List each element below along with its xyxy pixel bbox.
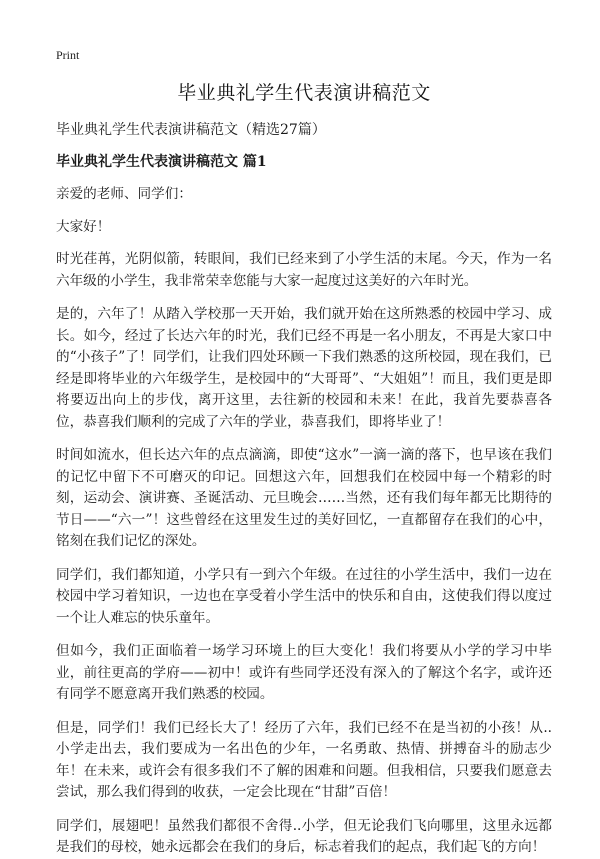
body-paragraph: 时光荏苒，光阴似箭，转眼间，我们已经来到了小学生活的末尾。今天，作为一名六年级的小学生，我非常荣幸您能与大家一起度过这美好的六年时光。 — [56, 251, 552, 289]
body-paragraph: 同学们，我们都知道，小学只有一到六个年级。在过往的小学生活中，我们一边在校园中学习着知识，一边也在享受着小学生活中的快乐和自由，这使我们得以度过一个让人难忘的快乐童年。 — [56, 566, 552, 626]
body-paragraph: 但是，同学们！我们已经长大了！经历了六年，我们已经不在是当初的小孩！从..小学走出去，我们要成为一名出色的少年，一名勇敢、热情、拼搏奋斗的励志少年！在未来，或许会有很多我们不了解的困难和问题。但我相信，只要我们愿意去尝试，那么我们得到的收获，一定会比现在“甘甜”百倍！ — [56, 719, 552, 800]
body-paragraph: 但如今，我们正面临着一场学习环境上的巨大变化！我们将要从小学的学习中毕业，前往更高的学府——初中！或许有些同学还没有深入的了解这个名字，或许还有同学不愿意离开我们熟悉的校园。 — [56, 643, 552, 702]
section-heading: 毕业典礼学生代表演讲稿范文 篇1 — [56, 154, 267, 170]
page-title: 毕业典礼学生代表演讲稿范文 — [177, 82, 431, 104]
body-paragraph: 时间如流水，但长达六年的点点滴滴，即使“这水”一滴一滴的落下，也早该在我们的记忆中留下不可磨灭的印记。回想这六年，回想我们在校园中每一个精彩的时刻，运动会、演讲赛、圣诞活动、元旦晚会……当然，还有我们每年都无比期待的节日——“六一”！这些曾经在这里发生过的美好回忆，一直都留存在我们的心中，铭刻在我们记忆的深处。 — [56, 447, 552, 549]
salutation-paragraph: 亲爱的老师、同学们： — [56, 186, 192, 202]
print-link[interactable]: Print — [56, 48, 80, 62]
body-paragraph: 是的，六年了！从踏入学校那一天开始，我们就开始在这所熟悉的校园中学习、成长。如今，经过了长达六年的时光，我们已经不再是一名小朋友，不再是大家口中的“小孩子”了！同学们，让我们四处环顾一下我们熟悉的这所校园，现在我们，已经是即将毕业的六年级学生，是校园中的“大哥哥”、“大姐姐”！而且，我们更是即将要迈出向上的步伐，离开这里，去往新的校园和未来！在此，我首先要恭喜各位，恭喜我们顺利的完成了六年的学业，恭喜我们，即将毕业了！ — [56, 306, 552, 430]
document-subtitle: 毕业典礼学生代表演讲稿范文（精选27篇） — [56, 122, 326, 138]
body-paragraph: 同学们，展翅吧！虽然我们都很不舍得..小学，但无论我们飞向哪里，这里永远都是我们的母校，她永远都会在我们的身后，标志着我们的起点，我们起飞的方向！ — [56, 817, 552, 855]
greeting-paragraph: 大家好！ — [56, 218, 111, 235]
